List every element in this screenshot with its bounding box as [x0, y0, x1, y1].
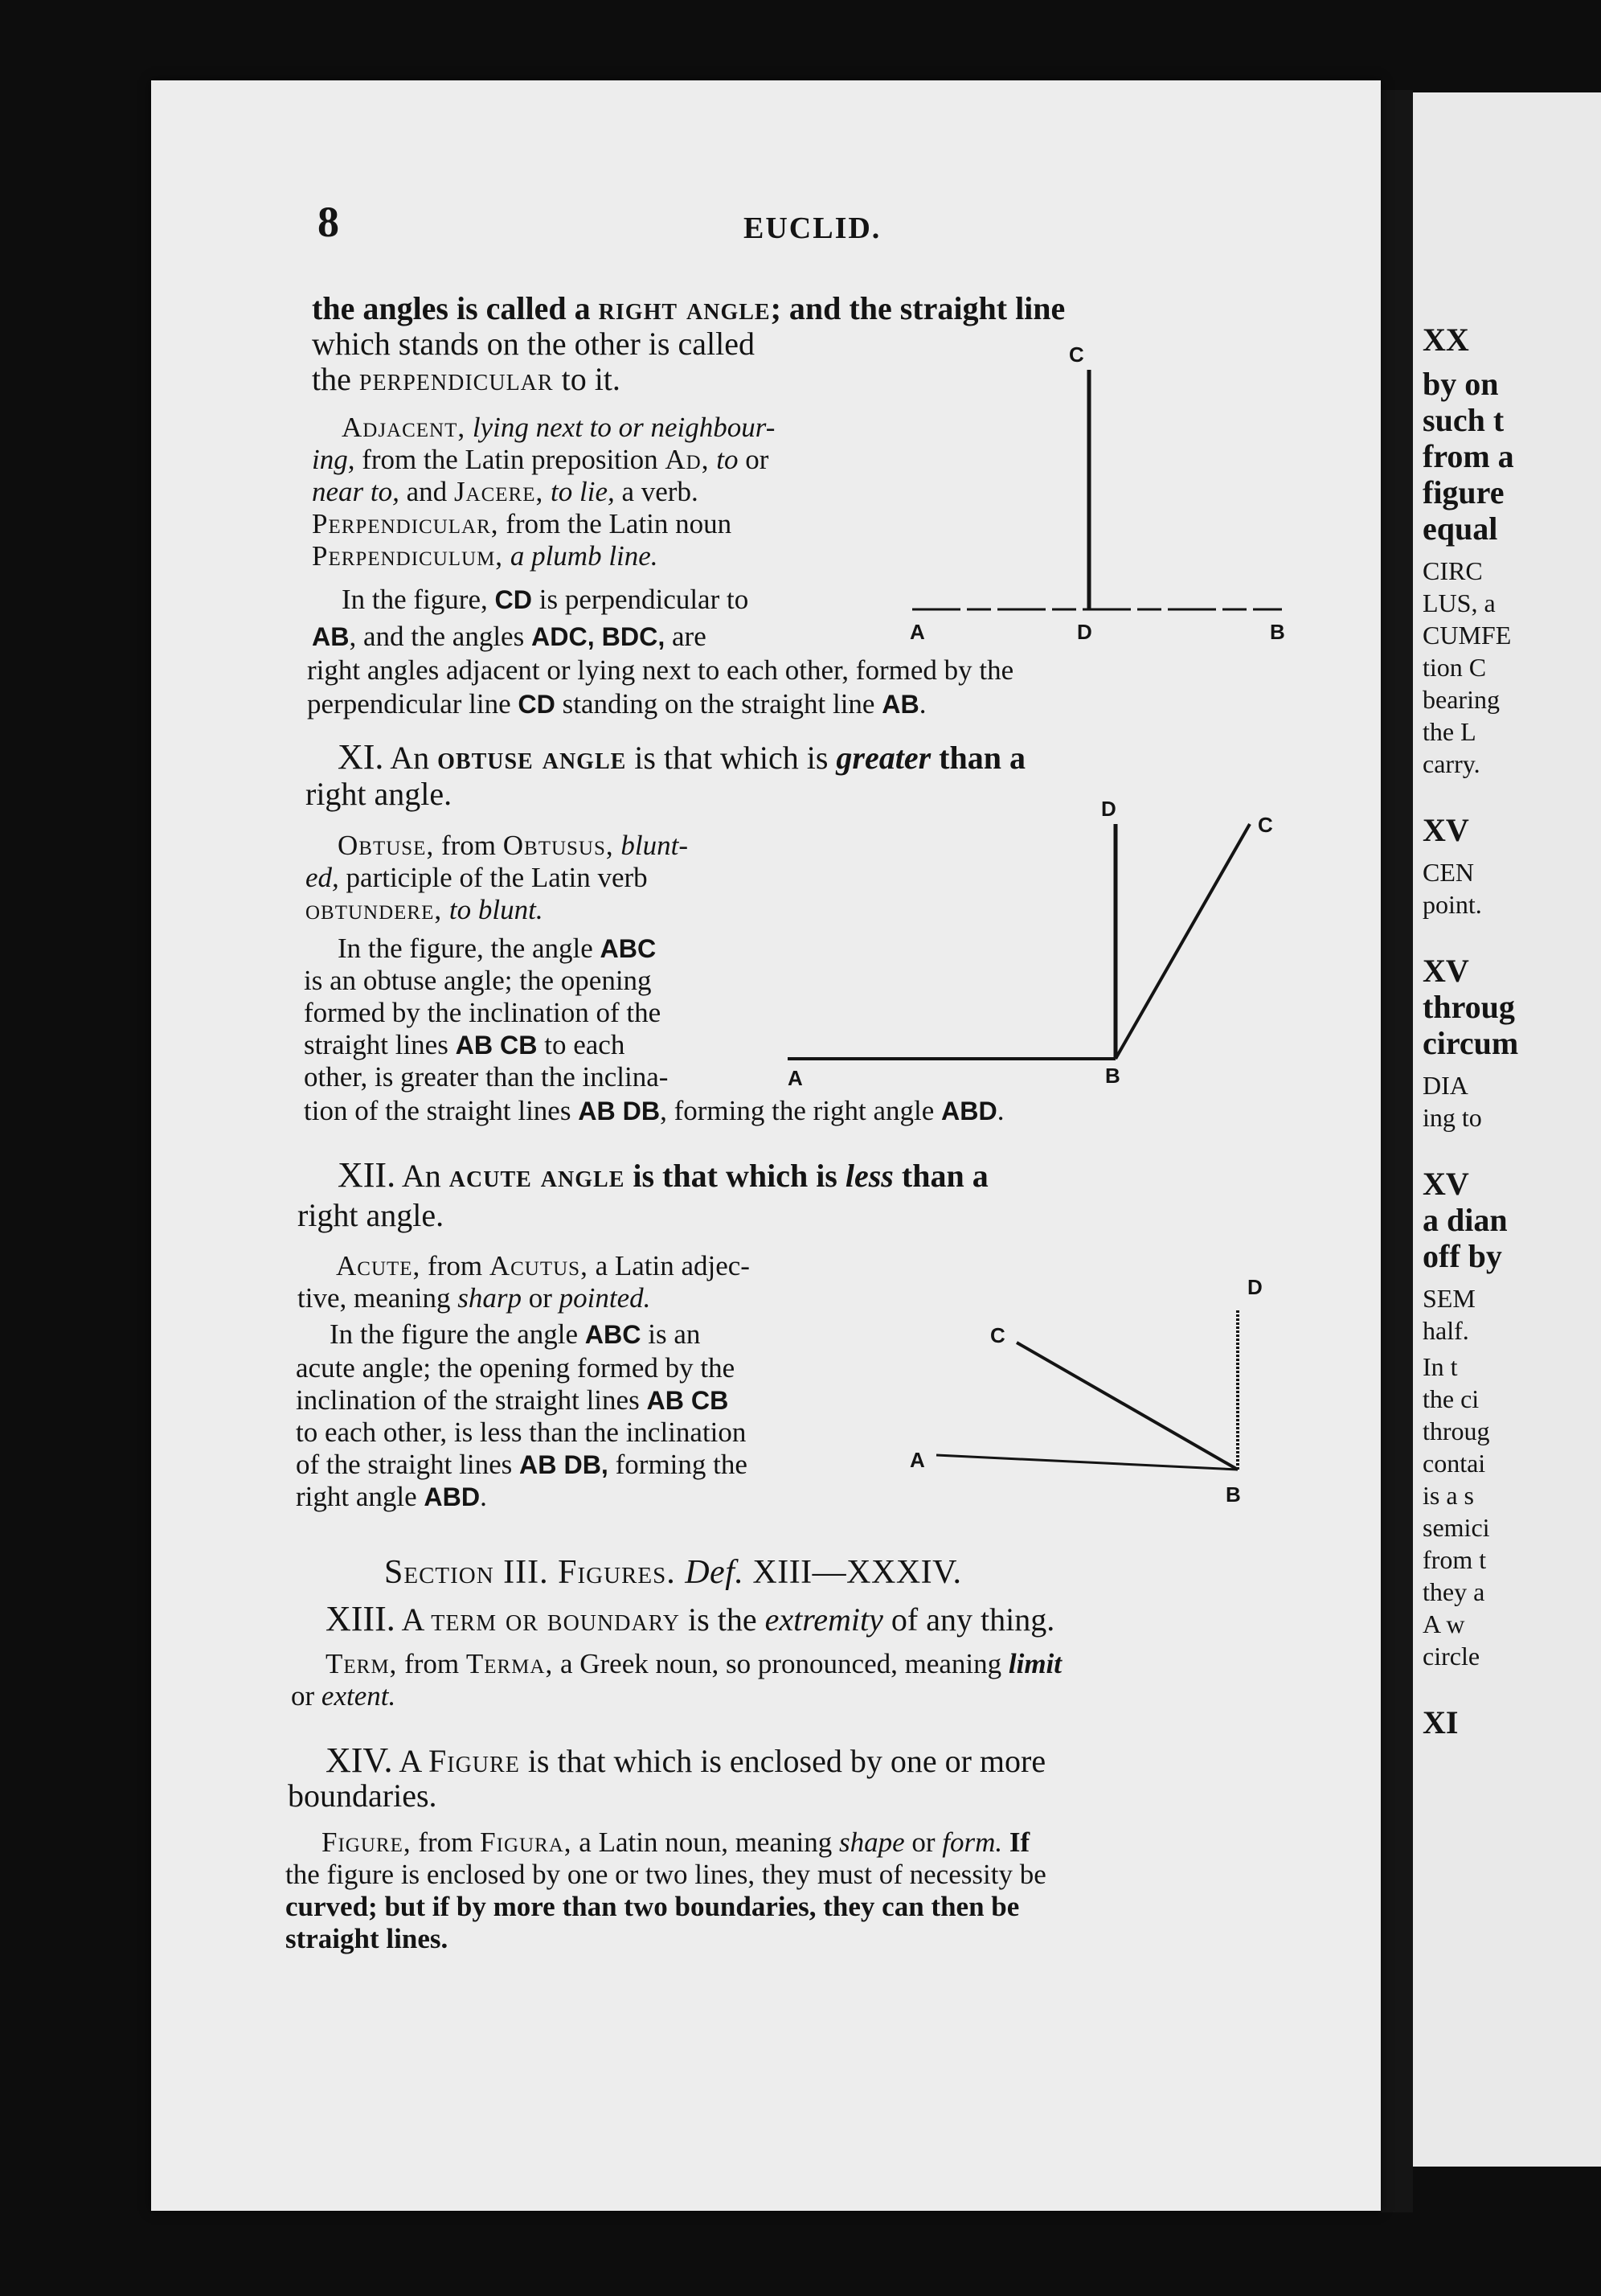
- right-page-fragment: CIRC: [1423, 556, 1483, 585]
- obtuse-angle-figure: [780, 792, 1278, 1089]
- line-cb: [1017, 1343, 1238, 1470]
- perpendicular-figure: [900, 338, 1302, 643]
- def13-note-line-2: or extent.: [291, 1680, 396, 1712]
- right-page-fragment: circle: [1423, 1642, 1480, 1671]
- right-page-fragment: carry.: [1423, 749, 1480, 778]
- acute-note-line-6: to each other, is less than the inclination: [296, 1417, 747, 1448]
- def11-line-1: XI. An obtuse angle is that which is greater than a: [338, 737, 1026, 777]
- def14-note-line-1: Figure, from Figura, a Latin noun, meaning shape or form. If: [321, 1827, 1030, 1858]
- obtuse-note-line-9: tion of the straight lines AB DB, forming the right angle ABD.: [304, 1095, 1005, 1126]
- label-b: B: [1226, 1482, 1241, 1507]
- acute-note-line-5: inclination of the straight lines AB CB: [296, 1384, 729, 1416]
- label-d: D: [1101, 797, 1116, 821]
- right-page-fragment: tion C: [1423, 653, 1487, 682]
- acute-note-line-1: Acute, from Acutus, a Latin adjec-: [336, 1250, 750, 1281]
- right-page-fragment: from a: [1423, 438, 1514, 474]
- right-page-fragment: throug: [1423, 989, 1515, 1025]
- label-c: C: [1069, 342, 1084, 367]
- intro-line-2: which stands on the other is called: [312, 326, 755, 362]
- label-d: D: [1247, 1275, 1263, 1299]
- right-page-fragment: bearing: [1423, 685, 1500, 714]
- right-page-fragment: such t: [1423, 402, 1505, 438]
- label-b: B: [1105, 1064, 1120, 1088]
- right-page-fragment: the L: [1423, 717, 1476, 746]
- obtuse-note-line-8: other, is greater than the inclina-: [304, 1061, 669, 1093]
- obtuse-note-line-2: ed, participle of the Latin verb: [305, 862, 648, 893]
- obtuse-note-line-5: is an obtuse angle; the opening: [304, 965, 652, 996]
- right-page-fragment: semici: [1423, 1513, 1490, 1542]
- obtuse-note-line-4: In the figure, the angle ABC: [338, 933, 657, 964]
- right-page-fragment: SEM: [1423, 1284, 1476, 1313]
- label-a: A: [788, 1066, 803, 1089]
- def14-note-line-2: the figure is enclosed by one or two lines, they must of necessity be: [285, 1859, 1046, 1890]
- def13-line-1: XIII. A term or boundary is the extremity of any thing.: [326, 1599, 1055, 1638]
- line-ab: [936, 1455, 1238, 1470]
- label-d: D: [1077, 620, 1092, 643]
- obtuse-note-line-6: formed by the inclination of the: [304, 997, 661, 1028]
- label-c: C: [1258, 813, 1273, 837]
- right-page-fragment: circum: [1423, 1025, 1519, 1061]
- right-page-fragment: XV: [1423, 812, 1469, 848]
- acute-note-line-3: In the figure the angle ABC is an: [330, 1318, 701, 1350]
- adjacent-note-line-1: Adjacent, lying next to or neighbour-: [342, 412, 776, 443]
- adjacent-note-line-4: Perpendicular, from the Latin noun: [312, 508, 732, 539]
- def14-line-2: boundaries.: [288, 1777, 437, 1814]
- def12-line-2: right angle.: [297, 1197, 444, 1233]
- acute-note-line-2: tive, meaning sharp or pointed.: [297, 1282, 651, 1314]
- right-page-fragment: CEN: [1423, 858, 1474, 887]
- right-page-fragment: off by: [1423, 1238, 1502, 1274]
- section-heading: Section III. Figures. Def. XIII—XXXIV.: [384, 1554, 962, 1591]
- book-page-right: [1413, 92, 1601, 2167]
- def14-line-1: XIV. A Figure is that which is enclosed by one or more: [326, 1740, 1046, 1780]
- adjacent-note-line-3: near to, and Jacere, to lie, a verb.: [312, 476, 698, 507]
- adjacent-note-line-7: AB, and the angles ADC, BDC, are: [312, 621, 706, 652]
- intro-line-3: the perpendicular to it.: [312, 361, 620, 397]
- obtuse-note-line-1: Obtuse, from Obtusus, blunt-: [338, 830, 688, 861]
- obtuse-note-line-3: obtundere, to blunt.: [305, 894, 543, 925]
- obtuse-note-line-7: straight lines AB CB to each: [304, 1029, 625, 1060]
- right-page-fragment: a dian: [1423, 1202, 1508, 1238]
- right-page-fragment: is a s: [1423, 1481, 1474, 1510]
- adjacent-note-line-8: right angles adjacent or lying next to each other, formed by the: [307, 654, 1014, 686]
- right-page-fragment: XX: [1423, 322, 1469, 358]
- book-gutter: [1381, 90, 1413, 2212]
- right-page-fragment: from t: [1423, 1545, 1487, 1574]
- label-c: C: [990, 1323, 1005, 1347]
- def12-line-1: XII. An acute angle is that which is less than a: [338, 1155, 989, 1195]
- acute-note-line-4: acute angle; the opening formed by the: [296, 1352, 735, 1384]
- right-page-fragment: figure: [1423, 474, 1505, 510]
- adjacent-note-line-2: ing, from the Latin preposition Ad, to or: [312, 444, 769, 475]
- label-b: B: [1270, 620, 1285, 643]
- right-page-fragment: DIA: [1423, 1071, 1468, 1100]
- right-page-fragment: LUS, a: [1423, 588, 1496, 617]
- acute-note-line-8: right angle ABD.: [296, 1481, 487, 1512]
- right-page-fragment: the ci: [1423, 1384, 1480, 1413]
- def13-note-line-1: Term, from Terma, a Greek noun, so pronounced, meaning limit: [326, 1648, 1062, 1679]
- right-page-fragment: XV: [1423, 1166, 1469, 1202]
- adjacent-note-line-5: Perpendiculum, a plumb line.: [312, 540, 658, 572]
- running-title: EUCLID.: [743, 211, 882, 245]
- label-a: A: [910, 620, 925, 643]
- right-page-fragment: CUMFE: [1423, 621, 1512, 650]
- def14-note-line-4: straight lines.: [285, 1923, 448, 1954]
- right-page-fragment: XI: [1423, 1704, 1459, 1740]
- adjacent-note-line-6: In the figure, CD is perpendicular to: [342, 584, 749, 615]
- right-page-fragment: In t: [1423, 1352, 1458, 1381]
- intro-line-1: the angles is called a right angle; and the straight line: [312, 290, 1066, 326]
- def11-line-2: right angle.: [305, 776, 452, 812]
- right-page-fragment: A w: [1423, 1609, 1465, 1638]
- adjacent-note-line-9: perpendicular line CD standing on the straight line AB.: [307, 688, 927, 720]
- right-page-fragment: equal: [1423, 510, 1498, 547]
- right-page-fragment: half.: [1423, 1316, 1469, 1345]
- acute-angle-figure: [900, 1262, 1302, 1511]
- right-page-fragment: ing to: [1423, 1103, 1482, 1132]
- right-page-fragment: XV: [1423, 953, 1469, 989]
- right-page-fragment: point.: [1423, 890, 1482, 919]
- def14-note-line-3: curved; but if by more than two boundaries, they can then be: [285, 1891, 1020, 1922]
- label-a: A: [910, 1448, 925, 1472]
- line-cb: [1116, 824, 1250, 1059]
- right-page-fragment: they a: [1423, 1577, 1485, 1606]
- page-number: 8: [317, 198, 339, 246]
- right-page-fragment: throug: [1423, 1417, 1490, 1445]
- right-page-fragment: contai: [1423, 1449, 1486, 1478]
- acute-note-line-7: of the straight lines AB DB, forming the: [296, 1449, 747, 1480]
- right-page-fragment: by on: [1423, 366, 1499, 402]
